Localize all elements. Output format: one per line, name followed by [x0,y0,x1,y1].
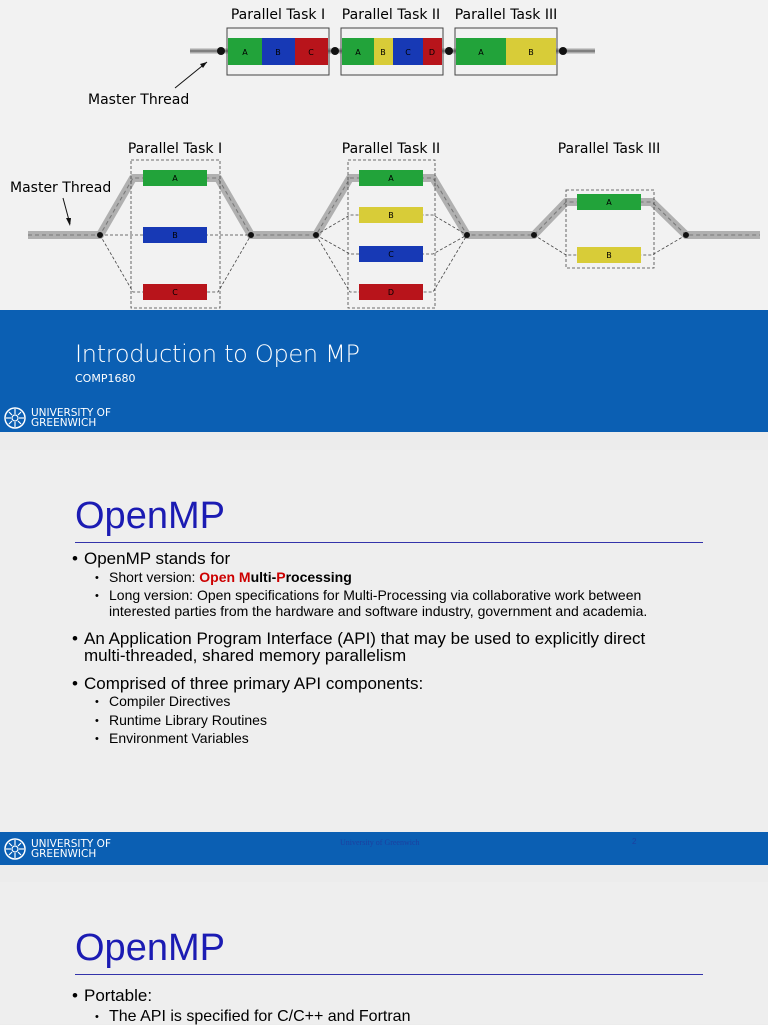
sub-bullet-item: • Environment Variables [95,730,249,746]
course-code: COMP1680 [75,372,136,385]
svg-text:Master Thread: Master Thread [10,180,112,196]
greenwich-crest-icon [3,837,27,861]
svg-text:B: B [528,48,534,57]
content-slide-3 [0,882,768,1024]
svg-text:B: B [275,48,281,57]
svg-text:B: B [388,211,394,220]
svg-text:C: C [388,250,394,259]
svg-text:B: B [606,251,612,260]
university-logo: UNIVERSITY OF GREENWICH [3,837,111,861]
sub-bullet-item: • Short version: Open Multi-Processing [95,569,352,585]
svg-text:D: D [387,288,395,297]
svg-text:B: B [380,48,386,57]
svg-text:B: B [172,231,178,240]
heading-rule [75,542,703,543]
svg-text:A: A [355,48,361,57]
svg-text:A: A [388,174,394,183]
bullet-item: • Comprised of three primary API components: [72,674,424,693]
top-label-2: Parallel Task II [341,7,441,23]
svg-text:C: C [308,48,314,57]
greenwich-crest-icon [3,406,27,430]
svg-text:Parallel Task III: Parallel Task III [557,141,661,157]
sub-bullet-item: • The API is specified for C/C++ and Fortran [95,1008,411,1025]
bullet-item: • OpenMP stands for [72,549,231,568]
svg-text:A: A [242,48,248,57]
footer-text: University of Greenwich [340,838,420,847]
slide-footer [0,832,768,865]
bullet-item: • Portable: [72,986,153,1005]
sub-bullet-item: • Runtime Library Routines [95,712,267,728]
title-slide [0,0,768,432]
sub-bullet-item: • Compiler Directives [95,693,231,709]
top-label-3: Parallel Task III [454,7,558,23]
svg-text:C: C [405,48,411,57]
svg-text:A: A [478,48,484,57]
fork-join-diagram [0,0,768,310]
top-label-1: Parallel Task I [230,7,326,23]
svg-text:A: A [606,198,612,207]
svg-text:D: D [428,48,436,57]
svg-text:Parallel Task I: Parallel Task I [127,141,223,157]
top-master-label: Master Thread [88,92,190,108]
slide-title: Introduction to Open MP [75,340,360,368]
svg-text:A: A [172,174,178,183]
title-band [0,310,768,432]
content-slide-2 [0,450,768,865]
heading-rule [75,974,703,975]
svg-text:Parallel Task II: Parallel Task II [341,141,441,157]
slide-heading: OpenMP [75,495,225,537]
bullet-item: • An Application Program Interface (API) that may be used to explicitly direct multi-threaded, shared memory parallelism [72,629,646,665]
university-logo: UNIVERSITY OF GREENWICH [3,406,111,430]
svg-text:C: C [172,288,178,297]
page-number: 2 [632,837,637,846]
slide-heading: OpenMP [75,927,225,969]
sub-bullet-item: • Long version: Open specifications for Multi-Processing via collaborative work between interested parties from the hardware and software industry, government and academia. [95,587,648,619]
